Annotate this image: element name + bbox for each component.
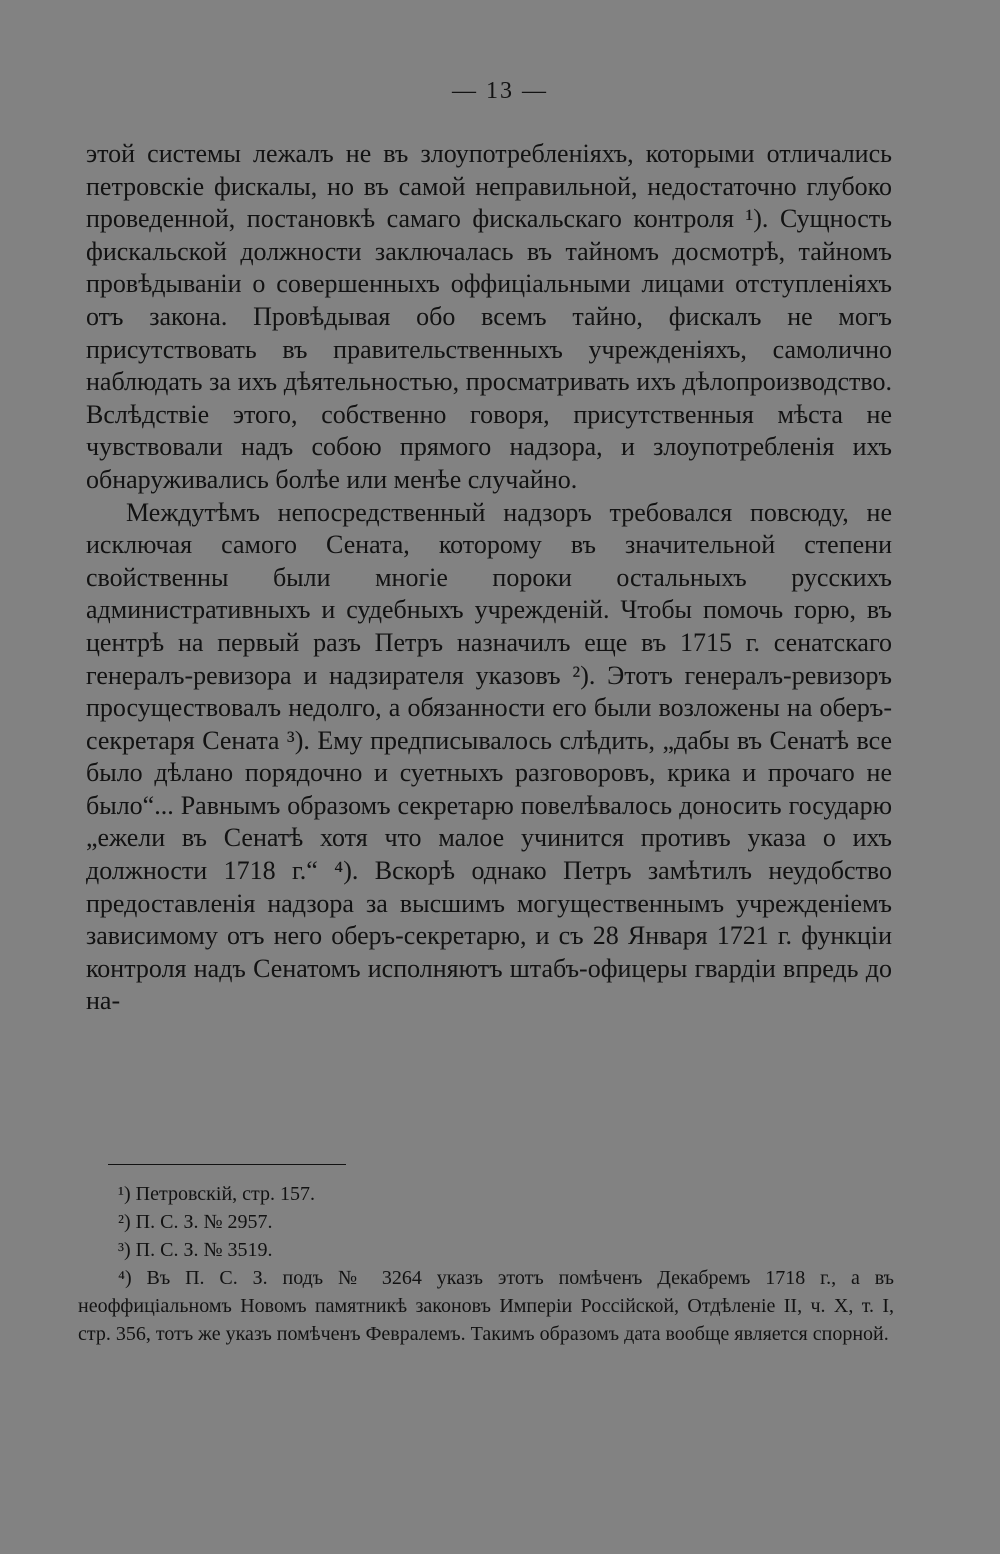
paragraph: Междутѣмъ непосредственный надзоръ требовался повсюду, не исключая самого Сената, которому въ значительной степени свойственны были многіе пороки остальныхъ русскихъ административныхъ и судебныхъ учрежденій. Чтобы помочь горю, въ центрѣ на первый разъ Петръ назначилъ еще въ 1715 г. сенатскаго генералъ-ревизора и надзирателя указовъ ²). Этотъ генералъ-ревизоръ просуществовалъ недолго, а обязанности его были возложены на оберъ-секретаря Сената ³). Ему предписывалось слѣдить, „дабы въ Сенатѣ все было дѣлано порядочно и суетныхъ разговоровъ, крика и прочаго не было“... Равнымъ образомъ секретарю повелѣвалось доносить государю „ежели въ Сенатѣ хотя что малое учинится противъ указа о ихъ должности 1718 г.“ ⁴). Вскорѣ однако Петръ замѣтилъ неудобство предоставленія надзора за высшимъ могущественнымъ учрежденіемъ зависимому отъ него оберъ-секретарю, и съ 28 Января 1721 г. функціи контроля надъ Сенатомъ исполняютъ штабъ-офицеры гвардіи впредь до на-	[86, 497, 892, 1016]
paragraph: этой системы лежалъ не въ злоупотребленіяхъ, которыми отличались петровскіе фискалы, но въ самой неправильной, недостаточно глубоко проведенной, постановкѣ самаго фискальскаго контроля ¹). Сущность фискальской должности заключалась въ тайномъ досмотрѣ, тайномъ провѣдываніи о совершенныхъ оффиціальными лицами отступленіяхъ отъ закона. Провѣдывая обо всемъ тайно, фискалъ не могъ присутствовать въ правительственныхъ учрежденіяхъ, самолично наблюдать за ихъ дѣятельностью, просматривать ихъ дѣлопроизводство. Вслѣдствіе этого, собственно говоря, присутственныя мѣста не чувствовали надъ собою прямого надзора, и злоупотребленія ихъ обнаруживались болѣе или менѣе случайно.	[86, 139, 892, 494]
page-number: — 13 —	[452, 78, 548, 104]
footnote-3: ³) П. С. З. № 3519.	[118, 1239, 273, 1261]
footnote-4: ⁴) Въ П. С. З. подъ № 3264 указъ этотъ помѣченъ Декабремъ 1718 г., а въ неоффиціальномъ Новомъ памятникѣ законовъ Имперіи Россійской, Отдѣленіе II, ч. X, т. I, стр. 356, тотъ же указъ помѣченъ Февралемъ. Такимъ образомъ дата вообще является спорной.	[78, 1267, 894, 1345]
footnotes	[78, 1180, 894, 1348]
footnote-rule	[108, 1164, 346, 1165]
body-text	[86, 138, 892, 1018]
footnote-1: ¹) Петровскій, стр. 157.	[118, 1183, 316, 1205]
footnote-2: ²) П. С. З. № 2957.	[118, 1211, 273, 1233]
